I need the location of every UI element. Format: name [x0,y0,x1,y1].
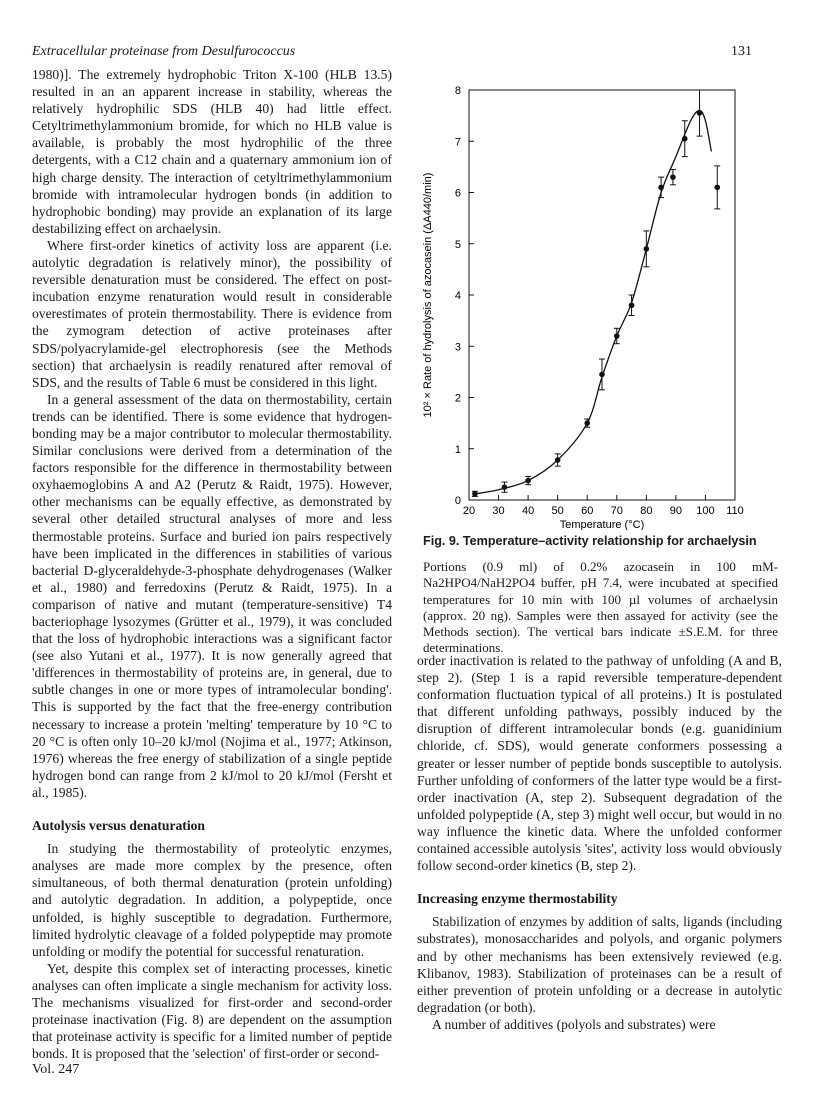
data-point [502,484,508,490]
x-tick-label: 60 [581,505,594,517]
paragraph: Where first-order kinetics of activity loss are apparent (i.e. autolytic degradation is relatively minor), the possibility of reversible denaturation must be considered. The effect on post-incubation enzyme renaturation would result in considerable overestimates of protein thermostability. There is evidence from the zymogram detection of active proteinases after SDS/polyacrylamide-gel electrophoresis (see the Methods section) that archaelysin is readily renatured after removal of SDS, and the results of Table 6 must be considered in this light. [32,237,392,390]
section-heading: Increasing enzyme thermostability [417,891,618,907]
data-point [682,136,688,142]
data-point [644,246,650,252]
temperature-activity-chart [417,70,777,530]
data-point [555,457,561,463]
x-tick-label: 110 [726,505,744,517]
y-tick-label: 6 [454,187,461,200]
y-tick-label: 1 [454,443,461,456]
data-point [670,174,676,180]
x-tick-label: 40 [521,505,535,517]
y-tick-label: 4 [454,290,461,302]
y-axis-label: 10² × Rate of hydrolysis of azocasein (ΔA440/min) [422,172,434,418]
x-tick-label: 70 [610,505,623,517]
data-point [599,372,605,378]
data-point [697,110,703,116]
y-tick-label: 0 [454,495,461,507]
x-tick-label: 20 [462,505,476,517]
y-tick-label: 7 [454,136,461,149]
x-tick-label: 80 [640,505,653,517]
x-tick-label: 90 [669,505,683,517]
caption-title: Fig. 9. Temperature–activity relationship for archaelysin [423,534,757,548]
paragraph: In studying the thermostability of proteolytic enzymes, analyses are made more complex by the presence, often simultaneous, of both thermal denaturation (protein unfolding) and autolytic degradation. In addition, a polypeptide, once unfolded, is highly susceptible to degradation. Furthermore, limited hydrolytic cleavage of a folded polypeptide may promote unfolding or modify the potential for successful renaturation. [32,841,392,959]
caption-body: Portions (0.9 ml) of 0.2% azocasein in 100 mM-Na2HPO4/NaH2PO4 buffer, pH 7.4, were incubated at specified temperatures for 10 min with 100 µl volumes of archaelysin (approx. 20 ng). Samples were then assayed for activity (see the Methods section). The vertical bars indicate ±S.E.M. for three determinations. [423,559,778,656]
page-number: 131 [731,44,752,59]
left-column [32,66,392,1062]
figure-caption [423,533,778,656]
running-head: Extracellular proteinase from Desulfurococcus [32,44,296,59]
x-axis-label: Temperature (°C) [559,519,645,530]
paragraph: A number of additives (polyols and substrates) were [432,1016,716,1032]
paragraph: order inactivation is related to the pathway of unfolding (A and B, step 2). (Step 1 is a rapid reversible temperature-dependent conformation fluctuation typical of all proteins.) It is postulated that different unfolding pathways, possibly induced by the disruption of different intramolecular bonds (e.g. guanidinium chloride, cf. SDS), would generate conformers possessing a greater or lesser number of peptide bonds susceptible to autolysis. Further unfolding of conformers of the latter type would be a first-order inactivation (A, step 2). Subsequent degradation of the unfolded polypeptide (A, step 3) might well occur, but would in no way influence the kinetic data. Where the unfolded conformer contained accessible autolysis 'sites', activity loss would obviously follow second-order kinetics (B, step 2). [417,653,782,874]
y-tick-label: 8 [454,85,461,97]
x-tick-label: 30 [492,505,505,517]
section-heading: Autolysis versus denaturation [32,818,205,834]
paragraph: 1980)]. The extremely hydrophobic Triton X-100 (HLB 13.5) resulted in an an apparent increase in stability, whereas the relatively hydrophilic SDS (HLB 40) had little effect. Cetyltrimethylammonium bromide, for which no HLB value is available, is probably the most hydrophilic of the three detergents, with a C12 chain and a quaternary ammonium ion of high charge density. The interaction of cetyltrimethylammonium bromide with intramolecular hydrogen bonds (in addition to hydrophobic bonding) may provide an explanation of its large destabilizing effect on archaelysin. [32,67,392,236]
x-tick-label: 50 [551,505,564,517]
data-point [658,185,664,191]
paragraph: In a general assessment of the data on thermostability, certain trends can be identified. There is some evidence that hydrogen-bonding may be a major contributor to molecular thermostability. Similar conclusions were derived from a determination of the factors responsible for the difference in thermostability between oxyhaemoglobins A and A2 (Perutz & Raidt, 1975). However, other mechanisms can be equally effective, as demonstrated by several other detailed structural analyses of more and less thermostable proteins. Surface and buried ion pairs respectively have been implicated in the differences in stabilities of various bacterial D-glyceraldehyde-3-phosphate dehydrogenases (Walker et al., 1980) and ferredoxins (Perutz & Raidt, 1975). In a comparison of native and mutant (temperature-sensitive) T4 bacteriophage lysozymes (Grütter et al., 1979), it was concluded that the loss of hydrophobic interactions was a significant factor (see also Yutani et al., 1977). It is now generally agreed that 'differences in thermostability of proteins are, in general, due to subtle changes in one or more types of intramolecular bonding'. This is supported by the fact that the free-energy contribution necessary to increase a protein 'melting' temperature by 10 °C to 20 °C is often only 10–20 kJ/mol (Nojima et al., 1977; Atkinson, 1976) whereas the free energy of stabilization of a single peptide hydrogen bond can range from 2 kJ/mol to 20 kJ/mol (Fersht et al., 1985). [32,391,392,800]
y-tick-label: 5 [454,238,461,251]
plot-frame [469,90,735,500]
paragraph: Stabilization of enzymes by addition of salts, ligands (including substrates), monosaccharides and polyols, and organic polymers and by other mechanisms has been extensively reviewed (e.g. Klibanov, 1983). Stabilization of proteinases can be a result of either prevention of protein unfolding or a decrease in autolytic degradation (or both). [417,914,782,1015]
data-point [584,420,590,426]
data-point [629,302,635,308]
fitted-curve [475,111,711,494]
y-tick-label: 3 [454,341,461,354]
y-tick-label: 2 [454,392,461,405]
volume-number: Vol. 247 [32,1062,80,1077]
data-point [714,185,720,191]
x-tick-label: 100 [696,505,715,517]
data-point [614,333,620,339]
data-point [525,478,531,484]
right-column [417,652,782,1033]
paragraph: Yet, despite this complex set of interacting processes, kinetic analyses can often implicate a single mechanism for activity loss. The mechanisms visualized for first-order and second-order proteinase inactivation (Fig. 8) are dependent on the assumption that proteinase activity is specific for a limited number of peptide bonds. It is proposed that the 'selection' of first-order or second- [32,960,392,1062]
data-point [472,491,478,497]
